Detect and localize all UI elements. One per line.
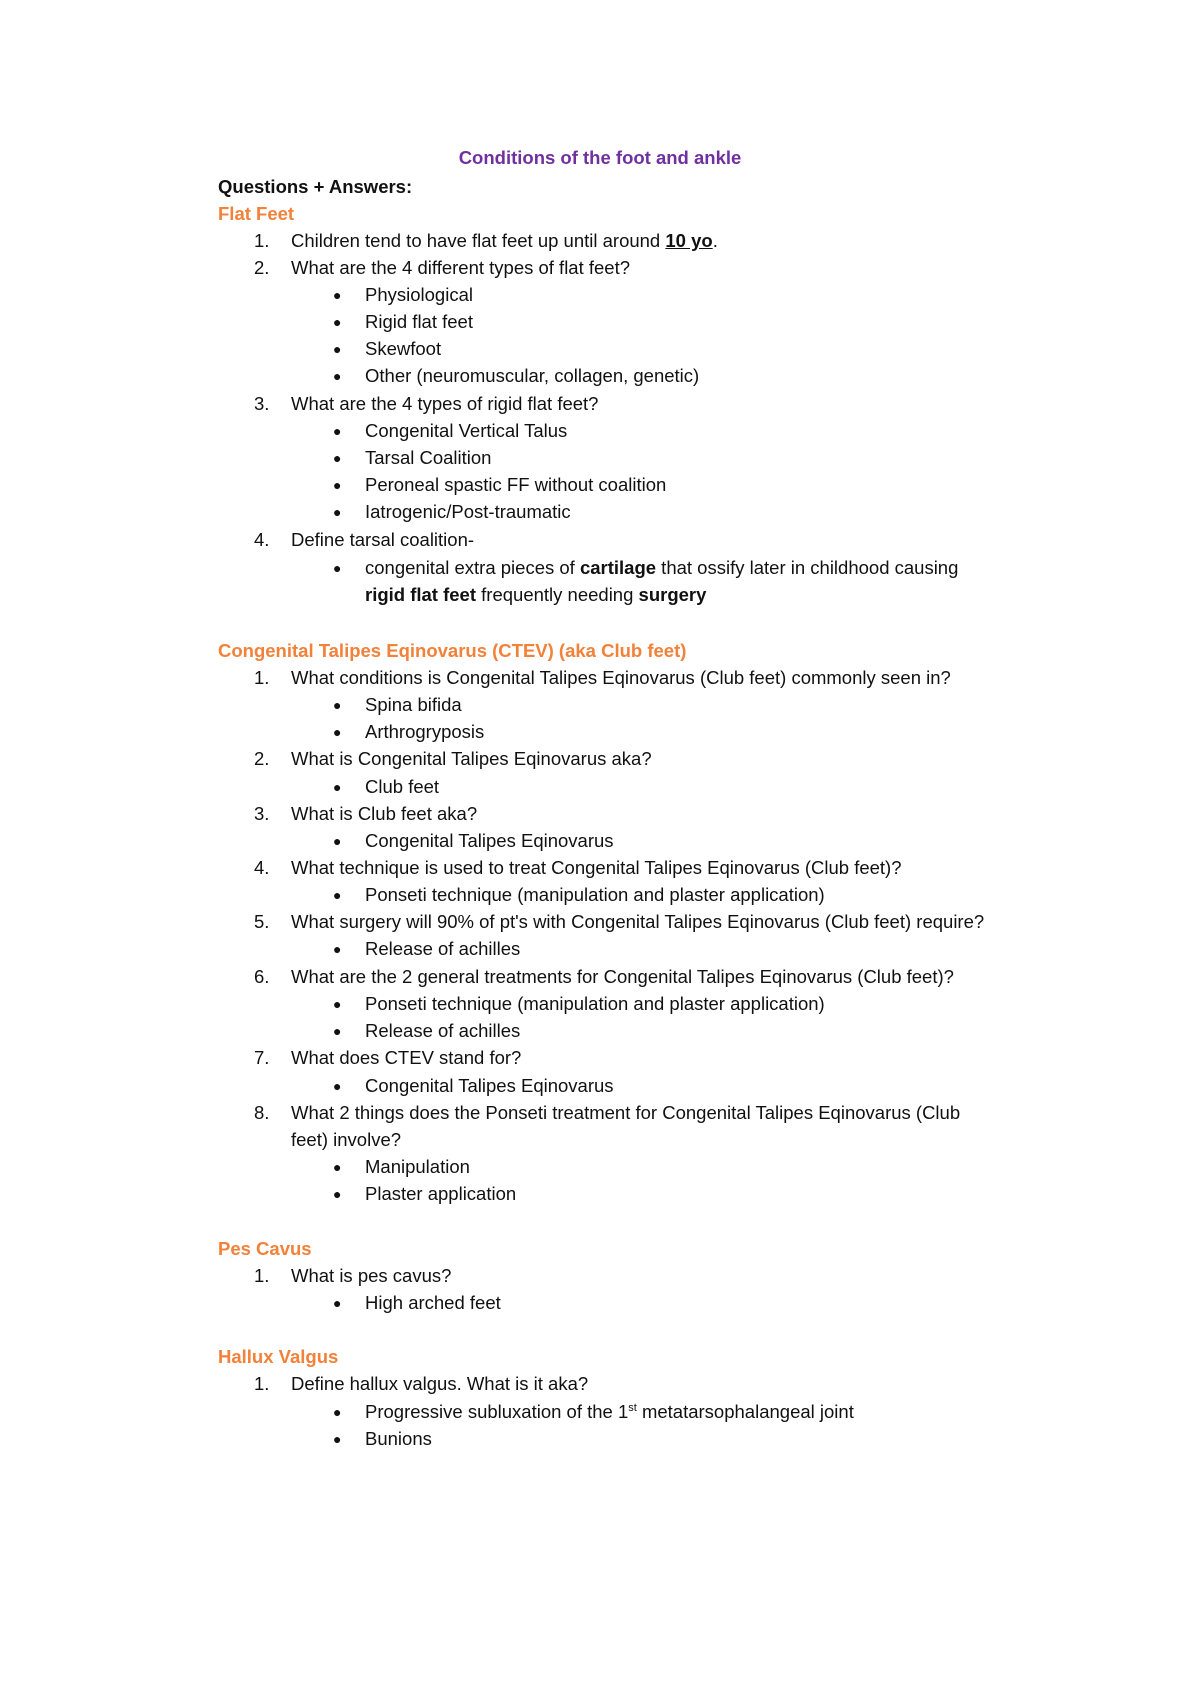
- answer-text: Ponseti technique (manipulation and plaster application): [365, 993, 825, 1014]
- answer-text: Arthrogryposis: [365, 721, 485, 742]
- bullet-icon: ●: [333, 287, 342, 303]
- bullet-icon: ●: [333, 1404, 342, 1420]
- question-text: What are the 4 types of rigid flat feet?: [291, 393, 599, 414]
- question-text: What is pes cavus?: [291, 1265, 452, 1286]
- bullet-icon: ●: [333, 1023, 342, 1039]
- list-number: 1.: [254, 1265, 270, 1286]
- bullet-icon: ●: [333, 1186, 342, 1202]
- answer-text: Peroneal spastic FF without coalition: [365, 474, 667, 495]
- bullet-icon: ●: [333, 697, 342, 713]
- answer-text: Rigid flat feet: [365, 311, 473, 332]
- bullet-icon: ●: [333, 779, 342, 795]
- bullet-icon: ●: [333, 941, 342, 957]
- bullet-icon: ●: [333, 504, 342, 520]
- section-heading-ctev: Congenital Talipes Eqinovarus (CTEV) (aka Club feet): [218, 640, 687, 661]
- answer-text: Release of achilles: [365, 938, 521, 959]
- question-text: What conditions is Congenital Talipes Eqinovarus (Club feet) commonly seen in?: [291, 667, 951, 688]
- list-number: 8.: [254, 1102, 270, 1123]
- question-text: What are the 4 different types of flat feet?: [291, 257, 631, 278]
- section-heading-hallux-valgus: Hallux Valgus: [218, 1346, 339, 1367]
- answer-text: Congenital Vertical Talus: [365, 420, 568, 441]
- document-title: Conditions of the foot and ankle: [458, 147, 742, 168]
- highlighted-value: 10 yo: [665, 230, 713, 251]
- question-text: Define hallux valgus. What is it aka?: [291, 1373, 589, 1394]
- bullet-icon: ●: [333, 560, 342, 576]
- bullet-icon: ●: [333, 1431, 342, 1447]
- bullet-icon: ●: [333, 341, 342, 357]
- list-number: 2.: [254, 748, 270, 769]
- answer-text: Manipulation: [365, 1156, 470, 1177]
- list-number: 4.: [254, 529, 270, 550]
- answer-text: Ponseti technique (manipulation and plaster application): [365, 884, 825, 905]
- answer-text: High arched feet: [365, 1292, 501, 1313]
- answer-text: Tarsal Coalition: [365, 447, 492, 468]
- qa-subtitle: Questions + Answers:: [218, 176, 413, 197]
- list-number: 1.: [254, 230, 270, 251]
- bullet-icon: ●: [333, 887, 342, 903]
- question-text: What 2 things does the Ponseti treatment for Congenital Talipes Eqinovarus (Club: [291, 1102, 961, 1123]
- list-number: 1.: [254, 667, 270, 688]
- question-text: What is Club feet aka?: [291, 803, 478, 824]
- bullet-icon: ●: [333, 1295, 342, 1311]
- answer-text: Bunions: [365, 1428, 432, 1449]
- question-text: What technique is used to treat Congenital Talipes Eqinovarus (Club feet)?: [291, 857, 902, 878]
- bullet-icon: ●: [333, 450, 342, 466]
- bullet-icon: ●: [333, 996, 342, 1012]
- answer-text: Spina bifida: [365, 694, 462, 715]
- answer-text: Iatrogenic/Post-traumatic: [365, 501, 571, 522]
- question-text: Children tend to have flat feet up until around 10 yo.: [291, 230, 718, 251]
- list-number: 2.: [254, 257, 270, 278]
- bullet-icon: ●: [333, 1078, 342, 1094]
- list-number: 4.: [254, 857, 270, 878]
- list-number: 3.: [254, 803, 270, 824]
- question-text: Define tarsal coalition-: [291, 529, 475, 550]
- bullet-icon: ●: [333, 724, 342, 740]
- answer-text: Congenital Talipes Eqinovarus: [365, 830, 614, 851]
- answer-text: Skewfoot: [365, 338, 442, 359]
- question-text: What are the 2 general treatments for Congenital Talipes Eqinovarus (Club feet)?: [291, 966, 954, 987]
- answer-text: rigid flat feet frequently needing surgery: [365, 584, 707, 605]
- section-heading-pes-cavus: Pes Cavus: [218, 1238, 312, 1259]
- answer-text: congenital extra pieces of cartilage that ossify later in childhood causing: [365, 557, 959, 578]
- list-number: 6.: [254, 966, 270, 987]
- bullet-icon: ●: [333, 368, 342, 384]
- answer-text: Plaster application: [365, 1183, 517, 1204]
- answer-text: Congenital Talipes Eqinovarus: [365, 1075, 614, 1096]
- answer-text: Other (neuromuscular, collagen, genetic): [365, 365, 700, 386]
- question-text: What does CTEV stand for?: [291, 1047, 522, 1068]
- bullet-icon: ●: [333, 423, 342, 439]
- bullet-icon: ●: [333, 477, 342, 493]
- section-heading-flat-feet: Flat Feet: [218, 203, 295, 224]
- answer-text: Release of achilles: [365, 1020, 521, 1041]
- answer-text: Progressive subluxation of the 1st metatarsophalangeal joint: [365, 1401, 854, 1422]
- bullet-icon: ●: [333, 1159, 342, 1175]
- answer-text: Physiological: [365, 284, 473, 305]
- question-text: feet) involve?: [291, 1129, 402, 1150]
- bullet-icon: ●: [333, 833, 342, 849]
- question-text: What surgery will 90% of pt's with Congenital Talipes Eqinovarus (Club feet) require?: [291, 911, 985, 932]
- list-number: 1.: [254, 1373, 270, 1394]
- bullet-icon: ●: [333, 314, 342, 330]
- answer-text: Club feet: [365, 776, 440, 797]
- superscript: st: [628, 1401, 637, 1414]
- list-number: 3.: [254, 393, 270, 414]
- question-text: What is Congenital Talipes Eqinovarus aka?: [291, 748, 652, 769]
- list-number: 5.: [254, 911, 270, 932]
- list-number: 7.: [254, 1047, 270, 1068]
